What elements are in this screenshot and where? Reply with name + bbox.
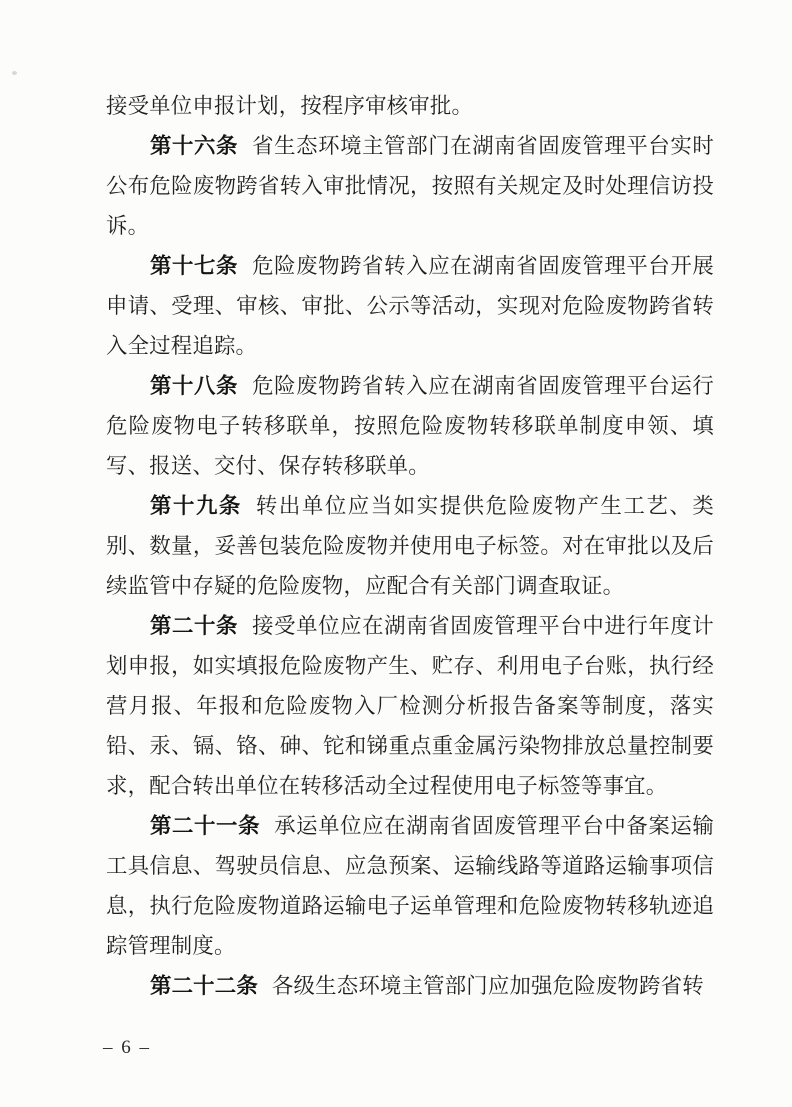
paragraph-text: 转出单位应当如实提供危险废物产生工艺、类别、数量，妥善包装危险废物并使用电子标签。对在审批以及后续监管中存疑的危险废物，应配合有关部门调查取证。 (106, 494, 714, 598)
paragraph-text: 各级生态环境主管部门应加强危险废物跨省转 (271, 974, 704, 998)
page-number: – 6 – (103, 1037, 151, 1058)
paragraph (106, 126, 714, 246)
paragraph-text: 接受单位申报计划，按程序审核审批。 (106, 94, 474, 118)
paragraph (106, 86, 714, 126)
paragraph (106, 246, 714, 366)
article-number: 第十六条 (150, 134, 239, 158)
article-number: 第十七条 (150, 254, 239, 278)
paragraph-text: 承运单位应在湖南省固废管理平台中备案运输工具信息、驾驶员信息、应急预案、运输线路等道路运输事项信息，执行危险废物道路运输电子运单管理和危险废物转移轨迹追踪管理制度。 (106, 814, 714, 958)
paragraph-text: 接受单位应在湖南省固废管理平台中进行年度计划申报，如实填报危险废物产生、贮存、利用电子台账，执行经营月报、年报和危险废物入厂检测分析报告备案等制度，落实铅、汞、镉、铬、砷、铊和锑重点重金属污染物排放总量控制要求，配合转出单位在转移活动全过程使用电子标签等事宜。 (106, 614, 714, 798)
scan-speck (12, 71, 17, 75)
paragraph (106, 366, 714, 486)
paragraph (106, 486, 714, 606)
paragraph (106, 806, 714, 966)
paragraph-text: 危险废物跨省转入应在湖南省固废管理平台开展申请、受理、审核、审批、公示等活动，实现对危险废物跨省转入全过程追踪。 (106, 254, 714, 358)
article-number: 第二十二条 (150, 974, 258, 998)
paragraph (106, 966, 714, 1006)
paragraph (106, 606, 714, 806)
paragraph-text: 省生态环境主管部门在湖南省固废管理平台实时公布危险废物跨省转入审批情况，按照有关规定及时处理信访投诉。 (106, 134, 714, 238)
article-number: 第十八条 (150, 374, 239, 398)
text-block (106, 86, 714, 1006)
article-number: 第二十条 (150, 614, 239, 638)
article-number: 第十九条 (150, 494, 242, 518)
article-number: 第二十一条 (150, 814, 261, 838)
paragraph-text: 危险废物跨省转入应在湖南省固废管理平台运行危险废物电子转移联单，按照危险废物转移联单制度申领、填写、报送、交付、保存转移联单。 (106, 374, 714, 478)
